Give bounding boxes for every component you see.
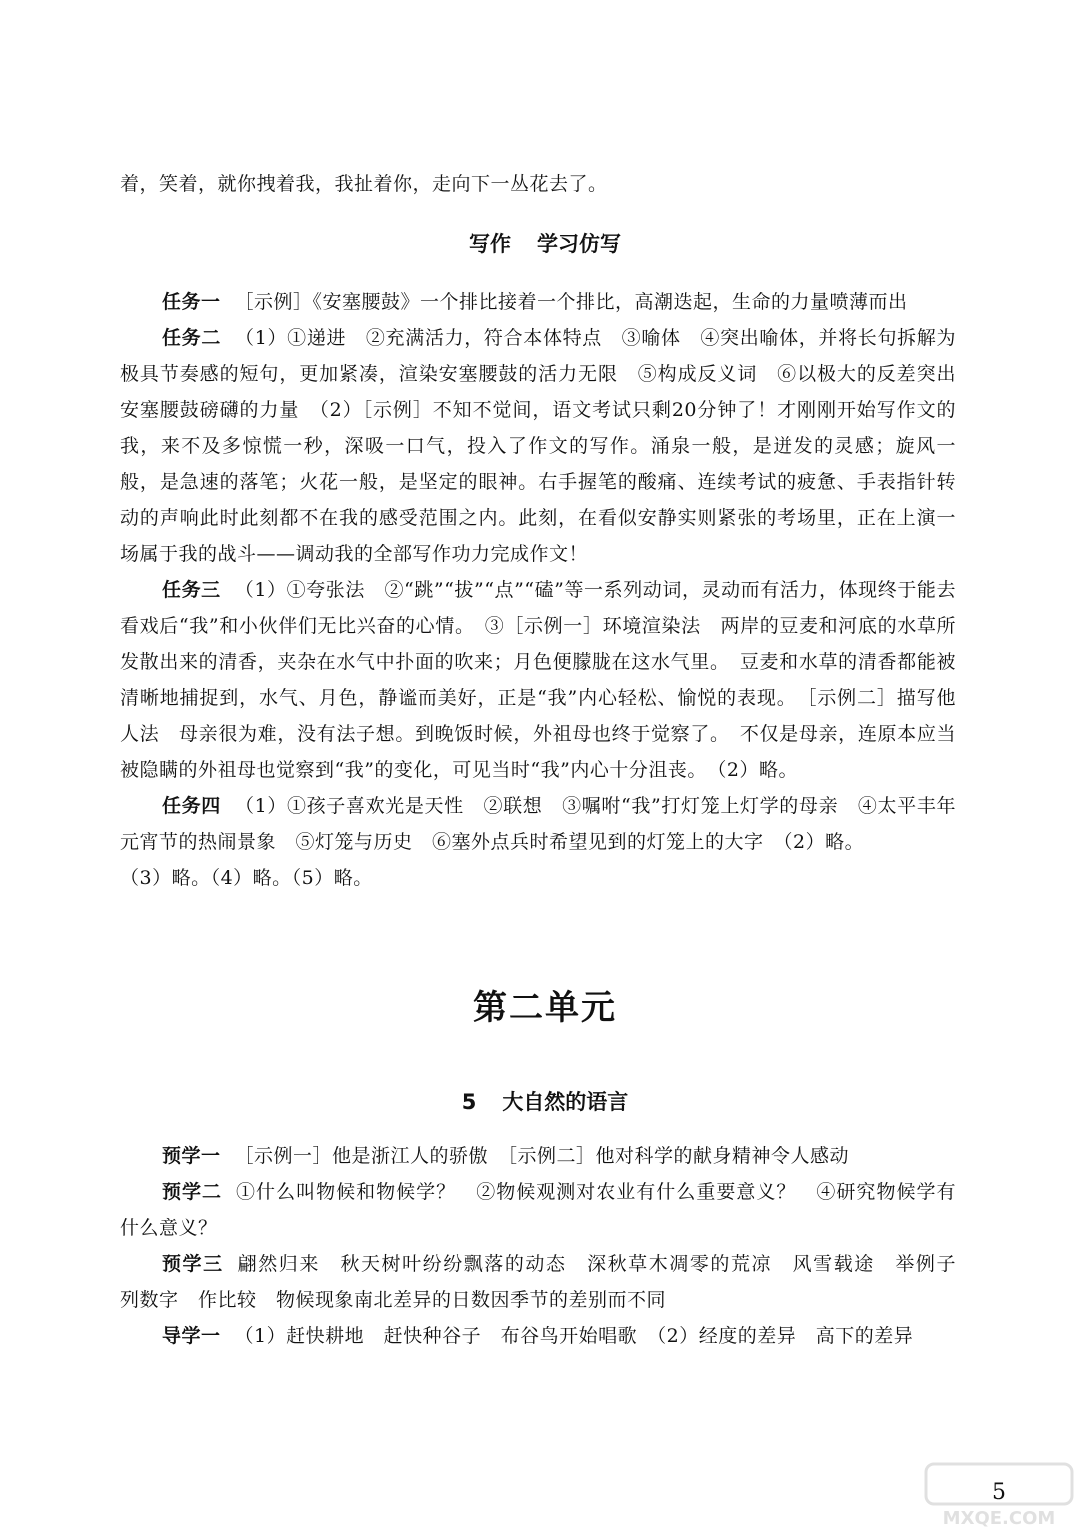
writing-tasks [120,284,956,896]
task-text: （1）①递进 ②充满活力，符合本体特点 ③喻体 ④突出喻体，并将长句拆解为极具节奏感的短句，更加紧凑，渲染安塞腰鼓的活力无限 ⑤构成反义词 ⑥以极大的反差突出安塞腰鼓磅礴的力量 （2）［示例］不知不觉间，语文考试只剩20分钟了！才刚刚开始写作文的我，来不及多惊慌一秒，深吸一口气，投入了作文的写作。涌泉一般，是迸发的灵感；旋风一般，是急速的落笔；火花一般，是坚定的眼神。右手握笔的酸痛、连续考试的疲惫、手表指针转动的声响此时此刻都不在我的感受范围之内。此刻，在看似安静实则紧张的考场里，正在上演一场属于我的战斗——调动我的全部写作功力完成作文！ [120,327,956,565]
lesson-name: 大自然的语言 [502,1090,629,1114]
page-number: 5 [992,1480,1006,1505]
task-tail: （3）略。（4）略。（5）略。 [120,867,373,889]
task-text: （1）①夸张法 ②“跳”“拔”“点”“磕”等一系列动词，灵动而有活力，体现终于能去看戏后“我”和小伙伴们无比兴奋的心情。 ③［示例一］环境渲染法 两岸的豆麦和河底的水草所发散出来的清香，夹杂在水气中扑面的吹来；月色便朦胧在这水气里。 豆麦和水草的清香都能被清晰地捕捉到，水气、月色，静谧而美好，正是“我”内心轻松、愉悦的表现。 ［示例二］描写他人法 母亲很为难，没有法子想。到晚饭时候，外祖母也终于觉察了。 不仅是母亲，连原本应当被隐瞒的外祖母也觉察到“我”的变化，可见当时“我”内心十分沮丧。 （2）略。 [120,579,956,781]
task-text: ［示例］《安塞腰鼓》一个排比接着一个排比，高潮迭起，生命的力量喷薄而出 [234,291,908,313]
intro-line: 着，笑着，就你拽着我，我扯着你，走向下一丛花去了。 [120,173,608,195]
lesson-item [120,1318,956,1354]
lesson-item [120,1138,956,1174]
lesson-item-text: （1）赶快耕地 赶快种谷子 布谷鸟开始唱歌 （2）经度的差异 高下的差异 [234,1325,914,1347]
task-label: 任务四 [162,795,221,817]
writing-title-b: 学习仿写 [537,232,621,256]
task-label: 任务三 [162,579,221,601]
task-paragraph [120,788,956,860]
task-paragraph [120,320,956,572]
lesson-item-label: 导学一 [162,1325,221,1347]
task-label: 任务二 [162,327,222,349]
lesson-item-text: 翩然归来 秋天树叶纷纷飘落的动态 深秋草木凋零的荒凉 风雪载途 举例子 列数字 作比较 物候现象南北差异的日数因季节的差别而不同 [120,1253,976,1311]
lesson-number: 5 [461,1090,477,1114]
lesson-title [0,1086,1090,1116]
unit-title: 第二单元 [473,988,617,1028]
task-paragraph [120,572,956,788]
task-paragraph [120,284,956,320]
lesson-item-text: ①什么叫物候和物候学？ ②物候观测对农业有什么重要意义？ ④研究物候学有什么意义？ [120,1181,956,1239]
lesson-item-label: 预学二 [162,1181,223,1203]
lesson-item-label: 预学三 [162,1253,224,1275]
watermark-text: MXQE.COM [942,1508,1056,1529]
writing-section-title [0,228,1090,258]
lesson-item-text: ［示例一］他是浙江人的骄傲 ［示例二］他对科学的献身精神令人感动 [234,1145,850,1167]
lesson-items [120,1138,976,1354]
writing-title-a: 写作 [469,232,511,256]
lesson-item-label: 预学一 [162,1145,221,1167]
lesson-item [120,1246,976,1318]
lesson-item [120,1174,956,1246]
intro-paragraph [120,166,956,202]
task-text: （1）①孩子喜欢光是天性 ②联想 ③嘱咐“我”打灯笼上灯学的母亲 ④太平丰年元宵节的热闹景象 ⑤灯笼与历史 ⑥塞外点兵时希望见到的灯笼上的大字 （2）略。 [120,795,956,853]
task-label: 任务一 [162,291,221,313]
